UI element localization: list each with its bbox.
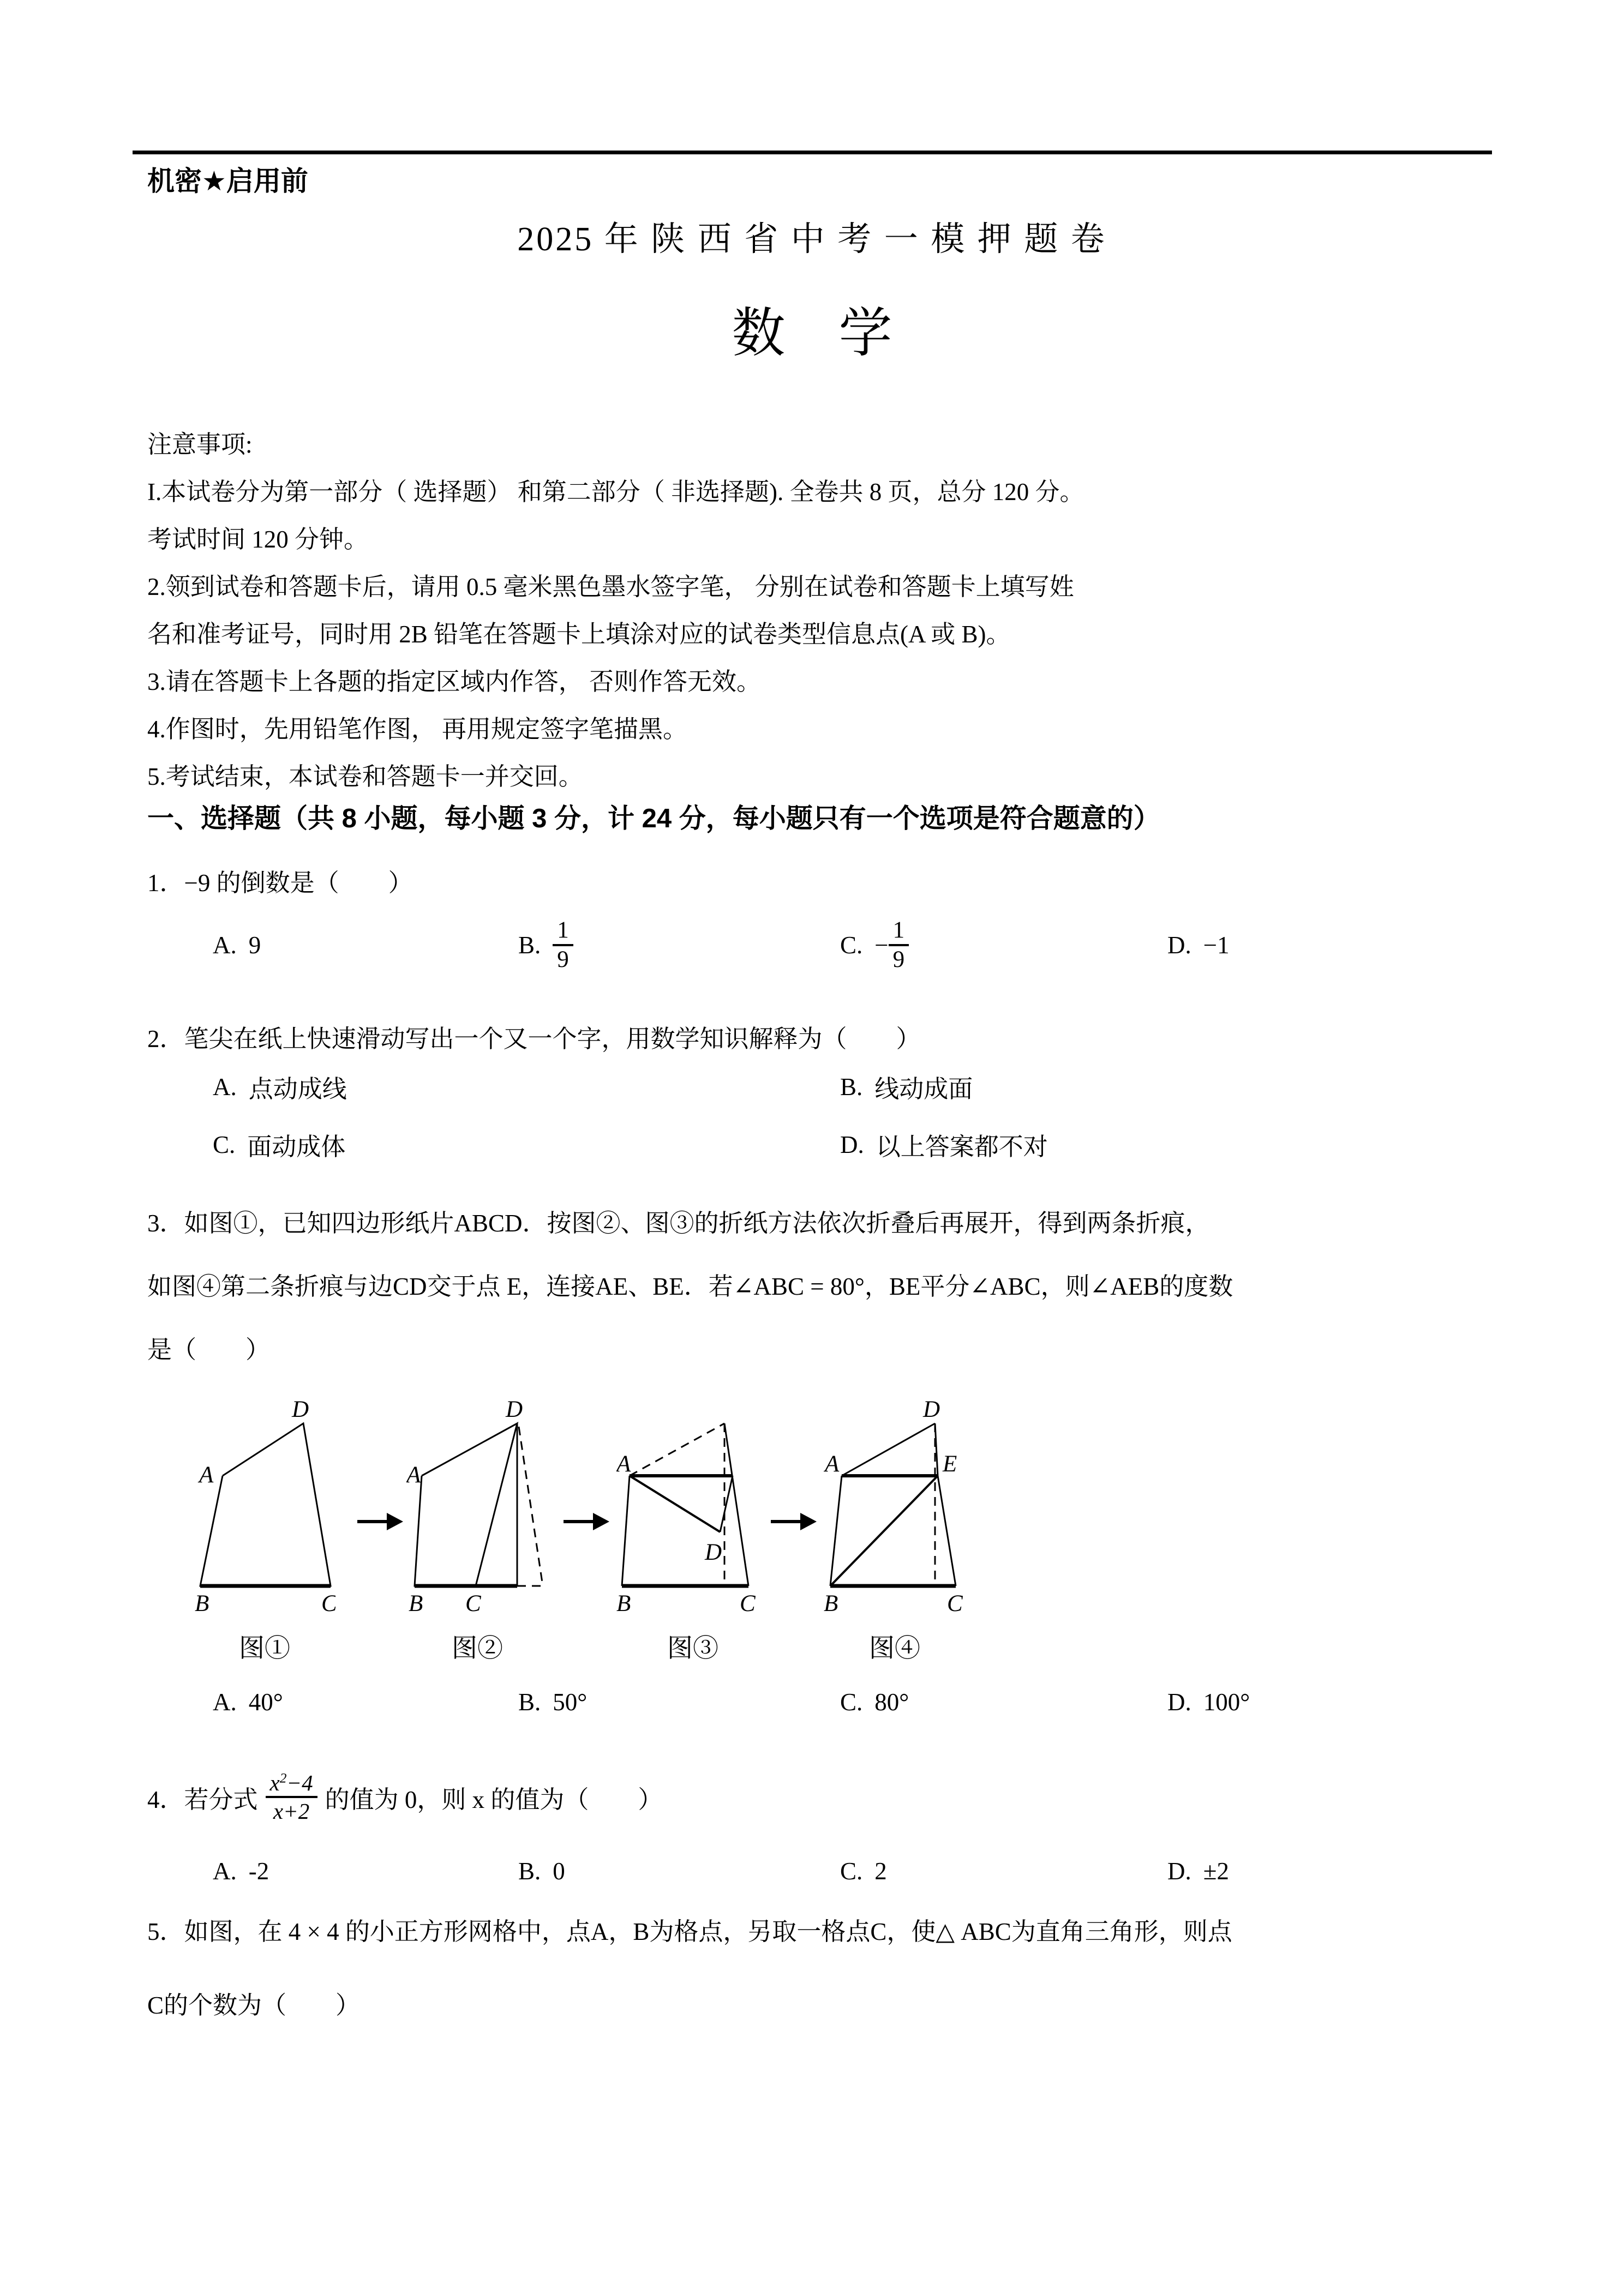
option-text: ±2 — [1203, 1858, 1229, 1885]
option-text: 0 — [553, 1858, 565, 1885]
vertex-label-b: B — [195, 1591, 209, 1616]
notice-line: 2.领到试卷和答题卡后，请用 0.5 毫米黑色墨水签字笔， 分别在试卷和答题卡上填写姓 — [147, 573, 1074, 600]
option-text: 100° — [1203, 1688, 1250, 1716]
minus-sign: − — [874, 931, 889, 959]
q3-options — [147, 1688, 1544, 1721]
q2-option-c — [213, 1127, 345, 1162]
figure-1-caption: 图① — [239, 1634, 290, 1663]
figure-2-caption: 图② — [452, 1634, 503, 1663]
fraction-bar — [266, 1796, 317, 1798]
option-text: −1 — [1203, 931, 1230, 959]
q3-option-a — [213, 1688, 283, 1716]
vertex-label-a: A — [199, 1462, 214, 1488]
vertex-label-b: B — [616, 1591, 631, 1616]
option-text: 以上答案都不对 — [876, 1133, 1048, 1161]
fraction — [889, 918, 909, 973]
q4-option-d — [1167, 1857, 1229, 1885]
figure-1 — [194, 1391, 335, 1663]
vertex-label-b: B — [409, 1591, 423, 1616]
option-label: C. — [840, 931, 863, 959]
q1-option-d — [1167, 899, 1230, 991]
fraction-denominator: 9 — [557, 947, 569, 972]
option-label: B. — [518, 931, 541, 959]
vertex-label-a: A — [825, 1451, 840, 1477]
q4-stem-prefix: 4．若分式 — [147, 1786, 258, 1813]
figure-4-caption: 图④ — [869, 1634, 920, 1663]
q2-option-b — [840, 1069, 973, 1104]
q2-options-row1 — [147, 1069, 1544, 1102]
notice-line: I.本试卷分为第一部分（ 选择题） 和第二部分（ 非选择题). 全卷共 8 页，总分 120 分。 — [147, 478, 1084, 506]
vertex-label-c: C — [740, 1591, 756, 1616]
notice-line: 考试时间 120 分钟。 — [147, 526, 369, 553]
arrow-right-icon — [357, 1510, 403, 1534]
quadrilateral-refolded-figure3 — [616, 1391, 769, 1620]
notice-line: 5.考试结束，本试卷和答题卡一并交回。 — [147, 763, 583, 790]
figure-3 — [616, 1391, 769, 1663]
q3-option-b — [518, 1688, 587, 1716]
q3-stem-line2: 如图④第二条折痕与边CD交于点 E，连接AE、BE．若∠ABC = 80°，BE平分∠ABC，则∠AEB的度数 — [147, 1273, 1233, 1300]
q1-options — [147, 899, 1544, 991]
vertex-label-b: B — [824, 1591, 838, 1616]
figure-4 — [824, 1391, 966, 1663]
q3-figures — [194, 1391, 1012, 1674]
vertex-label-c: C — [321, 1591, 335, 1616]
vertex-label-d: D — [705, 1540, 722, 1565]
q4-option-c — [840, 1857, 887, 1885]
q4-stem-suffix: 的值为 0，则 x 的值为（ ） — [325, 1786, 663, 1813]
fraction-denominator: 9 — [892, 947, 905, 972]
vertex-label-c: C — [465, 1591, 481, 1616]
paper-subject: 数 学 — [732, 304, 892, 363]
vertex-label-c: C — [947, 1591, 963, 1616]
option-text: 2 — [874, 1858, 887, 1885]
option-label: C. — [840, 1858, 863, 1885]
quadrilateral-abcd-figure1 — [194, 1391, 335, 1620]
q2-option-a — [213, 1069, 347, 1104]
fraction-numerator: $x^2-4$ — [269, 1770, 313, 1795]
option-label: D. — [840, 1131, 864, 1158]
fraction-denominator: x+2 — [273, 1799, 310, 1824]
q3-option-d — [1167, 1688, 1250, 1716]
option-label: A. — [213, 1688, 237, 1716]
q3-stem — [147, 1192, 1544, 1381]
q4-option-b — [518, 1857, 565, 1885]
q1-option-c — [840, 899, 909, 991]
option-label: A. — [213, 1073, 237, 1101]
option-label: B. — [518, 1688, 541, 1716]
option-text: 9 — [248, 931, 261, 959]
notice-heading: 注意事项: — [147, 431, 253, 458]
option-label: D. — [1167, 931, 1191, 959]
option-text: 50° — [553, 1688, 588, 1716]
fraction-numerator: 1 — [557, 917, 569, 943]
vertex-label-d: D — [923, 1397, 940, 1422]
option-label: C. — [213, 1131, 236, 1158]
q2-options-row2 — [147, 1127, 1544, 1159]
q2-stem: 2．笔尖在纸上快速滑动写出一个又一个字，用数学知识解释为（ ） — [147, 1025, 921, 1053]
q3-stem-line1: 3．如图①，已知四边形纸片ABCD．按图②、图③的折纸方法依次折叠后再展开，得到两条折痕， — [147, 1210, 1210, 1237]
option-text: 线动成面 — [874, 1075, 973, 1103]
option-label: B. — [840, 1073, 863, 1101]
option-text: 面动成体 — [247, 1133, 346, 1161]
fraction — [266, 1771, 317, 1824]
fraction-bar — [553, 944, 573, 946]
header-divider — [133, 151, 1492, 154]
exponent: 2 — [279, 1770, 287, 1786]
notice-line: 4.作图时，先用铅笔作图， 再用规定签字笔描黑。 — [147, 716, 688, 743]
fraction — [553, 918, 573, 973]
option-text: 80° — [874, 1688, 909, 1716]
q1-option-a — [213, 899, 261, 991]
q3-option-c — [840, 1688, 909, 1716]
fraction-bar — [889, 944, 909, 946]
option-label: B. — [518, 1858, 541, 1885]
figure-3-caption: 图③ — [667, 1634, 718, 1663]
fraction-numerator: 1 — [892, 917, 905, 943]
section1-heading: 一、选择题（共 8 小题，每小题 3 分，计 24 分，每小题只有一个选项是符合题意的） — [147, 804, 1160, 833]
arrow-right-icon — [771, 1510, 817, 1534]
figure-2 — [406, 1391, 548, 1663]
option-label: C. — [840, 1688, 863, 1716]
option-label: D. — [1167, 1858, 1191, 1885]
paper-title: 2025 年 陕 西 省 中 考 一 模 押 题 卷 — [517, 221, 1107, 258]
q1-stem: 1．−9 的倒数是（ ） — [147, 869, 413, 897]
vertex-label-d: D — [506, 1397, 523, 1422]
secrecy-marking: 机密★启用前 — [147, 166, 308, 196]
quadrilateral-folded-figure2 — [406, 1391, 548, 1620]
q3-stem-line3: 是（ ） — [147, 1336, 271, 1363]
option-text: 点动成线 — [248, 1075, 347, 1103]
q2-option-d — [840, 1127, 1048, 1162]
vertex-label-e: E — [943, 1451, 957, 1477]
vertex-label-a: A — [406, 1462, 421, 1488]
vertex-label-d: D — [292, 1397, 309, 1422]
q4-options — [147, 1857, 1544, 1890]
q4-stem — [147, 1756, 662, 1838]
option-text: -2 — [248, 1858, 269, 1885]
q5-stem-line1: 5．如图，在 4 × 4 的小正方形网格中，点A，B为格点，另取一格点C，使△ ABC为直角三角形，则点 — [147, 1918, 1232, 1945]
notice-block — [147, 421, 1489, 801]
quadrilateral-unfolded-figure4 — [824, 1391, 966, 1620]
q4-option-a — [213, 1857, 269, 1885]
option-label: D. — [1167, 1688, 1191, 1716]
q1-option-b — [518, 899, 573, 991]
option-label: A. — [213, 931, 237, 959]
option-label: A. — [213, 1858, 237, 1885]
notice-line: 名和准考证号，同时用 2B 铅笔在答题卡上填涂对应的试卷类型信息点(A 或 B)。 — [147, 621, 1011, 648]
q5-stem-line2: C的个数为（ ） — [147, 1992, 361, 2019]
option-text: 40° — [248, 1688, 283, 1716]
vertex-label-a: A — [616, 1451, 631, 1477]
notice-line: 3.请在答题卡上各题的指定区域内作答， 否则作答无效。 — [147, 668, 762, 695]
arrow-right-icon — [564, 1510, 609, 1534]
